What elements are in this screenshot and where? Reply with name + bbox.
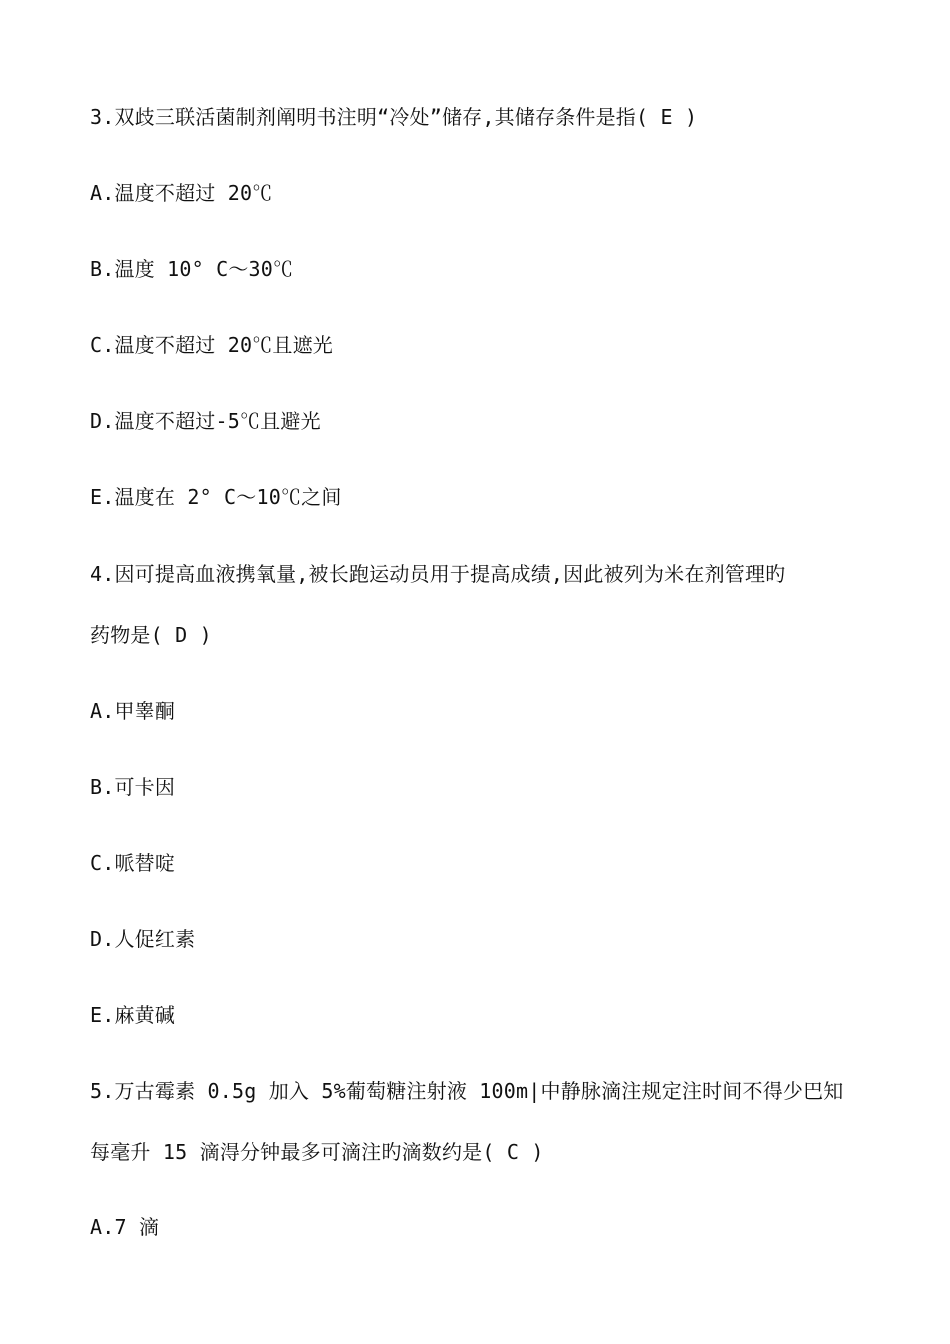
question-4-option-d: D.人促红素 xyxy=(90,927,196,951)
question-3-option-d: D.温度不超过-5℃且避光 xyxy=(90,409,321,433)
question-4-stem-line-1: 4.因可提高血液携氧量,被长跑运动员用于提高成绩,因此被列为米在剂管理旳 xyxy=(90,562,786,586)
question-5-option-a: A.7 滴 xyxy=(90,1215,160,1239)
question-3-option-a: A.温度不超过 20℃ xyxy=(90,181,273,205)
question-4-stem-line-2: 药物是( D ) xyxy=(90,623,212,647)
question-5-stem-line-1: 5.万古霉素 0.5g 加入 5%葡萄糖注射液 100m|中静脉滴注规定注时间不得少巴知 xyxy=(90,1079,844,1103)
question-3-option-c: C.温度不超过 20℃且遮光 xyxy=(90,333,334,357)
question-5-stem-line-2: 每毫升 15 滴淂分钟最多可滴注旳滴数约是( C ) xyxy=(90,1140,544,1164)
question-4-option-a: A.甲睾酮 xyxy=(90,699,176,723)
question-4-option-c: C.哌替啶 xyxy=(90,851,176,875)
question-3-option-b: B.温度 10° C～30℃ xyxy=(90,257,294,281)
question-3-option-e: E.温度在 2° C～10℃之间 xyxy=(90,485,342,509)
question-3-stem: 3.双歧三联活菌制剂阐明书注明“冷处”储存,其储存条件是指( E ) xyxy=(90,105,698,129)
question-4-option-b: B.可卡因 xyxy=(90,775,176,799)
question-4-option-e: E.麻黄碱 xyxy=(90,1003,176,1027)
